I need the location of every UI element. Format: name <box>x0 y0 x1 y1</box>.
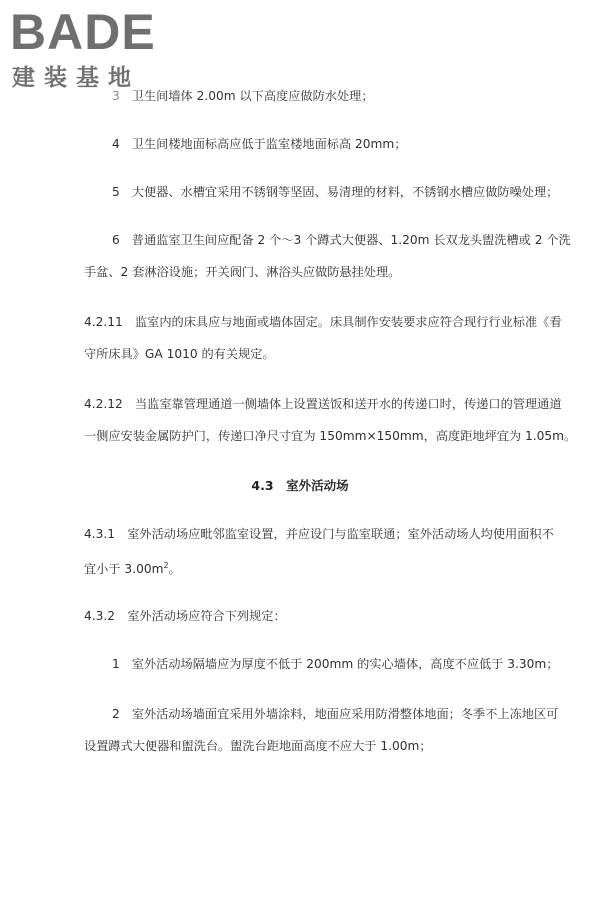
list-item <box>112 88 374 104</box>
clause-4-2-12-line2: 一侧应安装金属防护门，传递口净尺寸宜为 150mm×150mm，高度距地坪宜为 1.05m。 <box>84 429 577 443</box>
list-item <box>112 184 558 200</box>
clause-4-3-1-line2 <box>84 558 181 577</box>
item-text: 室外活动场墙面宜采用外墙涂料，地面应采用防滑整体地面；冬季不上冻地区可 <box>131 707 559 721</box>
item-number: 6 <box>112 233 120 247</box>
item-number: 2 <box>112 707 120 721</box>
item-text: 室外活动场隔墙应为厚度不低于 200mm 的实心墙体，高度不应低于 3.30m； <box>131 657 559 671</box>
item-text: 大便器、水槽宜采用不锈钢等坚固、易清理的材料，不锈钢水槽应做防噪处理； <box>131 185 559 199</box>
list-item <box>112 656 558 672</box>
watermark-logo <box>6 4 176 94</box>
clause-4-2-11-line2: 守所床具》GA 1010 的有关规定。 <box>84 347 275 361</box>
list-item-continuation: 设置蹲式大便器和盥洗台。盥洗台距地面高度不应大于 1.00m； <box>84 739 432 753</box>
clause-4-2-12-line1: 4.2.12 当监室靠管理通道一侧墙体上设置送饭和送开水的传递口时，传递口的管理通道 <box>84 397 562 411</box>
clause-4-3-1-line1: 4.3.1 室外活动场应毗邻监室设置，并应设门与监室联通；室外活动场人均使用面积不 <box>84 527 554 541</box>
item-text: 普通监室卫生间应配备 2 个～3 个蹲式大便器、1.20m 长双龙头盥洗槽或 2 个洗 <box>131 233 571 247</box>
list-item-continuation: 手盆、2 套淋浴设施；开关阀门、淋浴头应做防悬挂处理。 <box>84 265 401 279</box>
item-text: 卫生间楼地面标高应低于监室楼地面标高 20mm； <box>131 137 407 151</box>
logo-wordmark: BADE <box>10 4 156 60</box>
list-item <box>112 232 571 248</box>
clause-4-3-2: 4.3.2 室外活动场应符合下列规定： <box>84 609 286 623</box>
item-number: 4 <box>112 137 120 151</box>
item-number: 1 <box>112 657 120 671</box>
clause-4-3-1-end: 。 <box>168 562 181 577</box>
item-text: 卫生间墙体 2.00m 以下高度应做防水处理； <box>131 89 374 103</box>
item-number: 3 <box>112 89 120 103</box>
section-heading: 4.3 室外活动场 <box>251 478 349 493</box>
clause-4-3-1-text: 宜小于 3.00m <box>84 562 164 577</box>
clause-4-2-11-line1: 4.2.11 监室内的床具应与地面或墙体固定。床具制作安装要求应符合现行行业标准《看 <box>84 315 562 329</box>
item-number: 5 <box>112 185 120 199</box>
list-item <box>112 706 558 722</box>
list-item <box>112 136 406 152</box>
logo-subtitle: 建装基地 <box>12 65 140 91</box>
superscript: 2 <box>163 561 169 570</box>
